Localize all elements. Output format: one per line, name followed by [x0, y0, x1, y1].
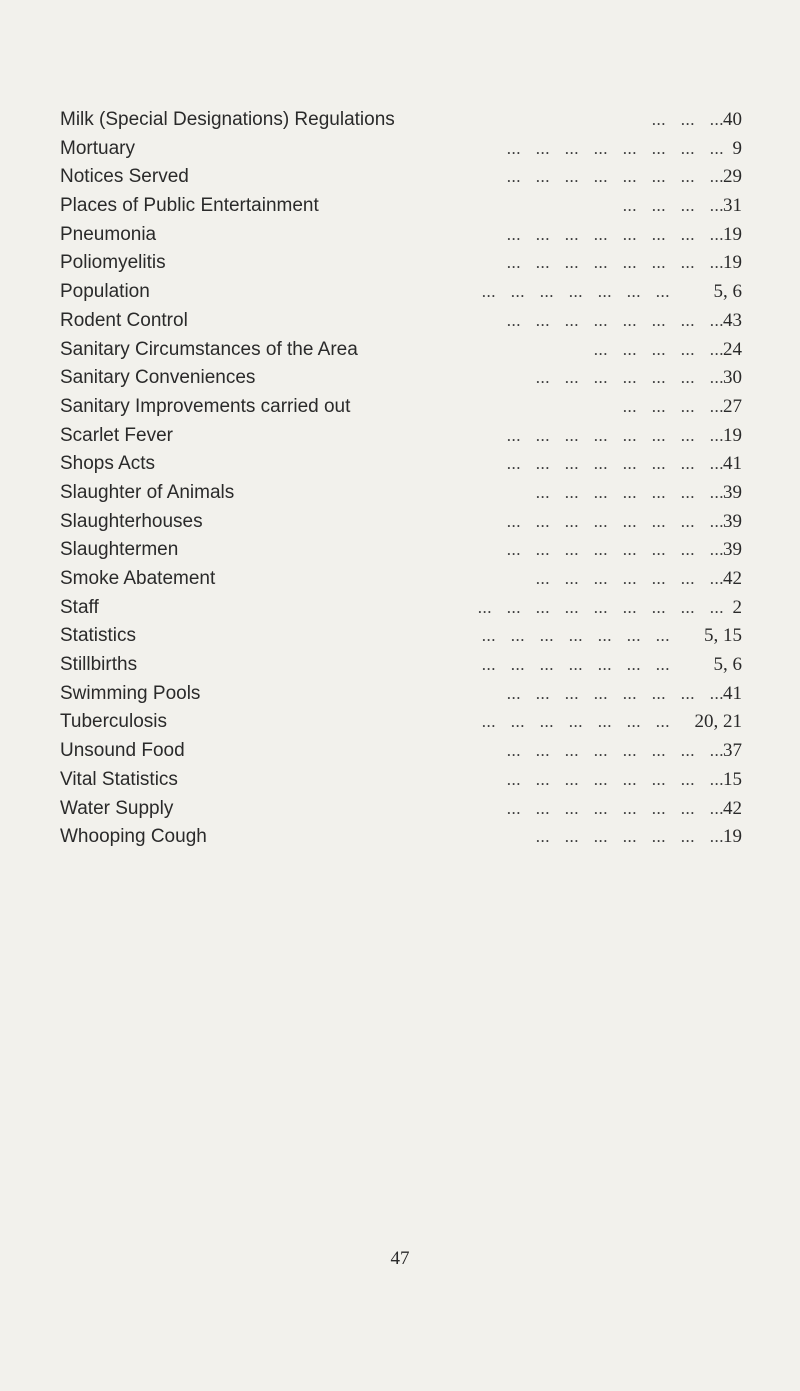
entry-leader-dots: ... ... ... ... ... ... ...: [481, 712, 670, 732]
entry-leader-dots: ... ... ... ... ... ... ...: [481, 282, 670, 302]
index-entry-staff: [60, 594, 742, 623]
index-entry-slaughtermen: [60, 536, 742, 565]
entry-leader-dots: ... ... ... ... ... ... ... ...: [506, 454, 724, 474]
entry-term: Population: [60, 281, 150, 303]
entry-term: Milk (Special Designations) Regulations: [60, 109, 395, 130]
entry-leader-dots: ... ... ... ... ... ... ...: [481, 626, 670, 646]
entry-page-number: 39: [723, 510, 742, 532]
entry-term: Unsound Food: [60, 740, 185, 762]
entry-term: Staff: [60, 596, 99, 618]
index-entry-slaughterhouses: [60, 508, 742, 537]
entry-term: Pneumonia: [60, 223, 157, 245]
entry-page-number: 5, 15: [704, 625, 742, 647]
entry-leader-dots: ... ... ... ... ... ... ...: [535, 368, 724, 388]
entry-page-number: 27: [723, 395, 742, 417]
entry-term: Smoke Abatement: [60, 568, 216, 589]
entry-term: Shops Acts: [60, 453, 156, 475]
index-entry-whooping-cough: [60, 823, 742, 852]
entry-leader-dots: ... ... ... ... ... ... ... ...: [506, 167, 724, 187]
index-entry-rodent-control: [60, 307, 742, 336]
entry-leader-dots: ... ... ... ...: [622, 396, 724, 416]
entry-leader-dots: ... ... ... ... ... ... ... ...: [506, 310, 724, 330]
entry-term: Vital Statistics: [60, 768, 178, 790]
entry-page-number: 37: [723, 740, 742, 762]
entry-term: Sanitary Circumstances of the Area: [60, 338, 358, 360]
entry-leader-dots: ... ... ... ... ... ... ... ...: [506, 741, 724, 761]
entry-leader-dots: ... ... ... ... ... ... ... ...: [506, 138, 724, 158]
entry-term: Slaughtermen: [60, 539, 179, 561]
entry-page-number: 41: [723, 453, 742, 475]
entry-term: Sanitary Improvements carried out: [60, 395, 351, 417]
entry-term: Slaughter of Animals: [60, 481, 235, 503]
index-entry-notices-served: [60, 163, 742, 192]
entry-term: Slaughterhouses: [60, 510, 203, 532]
index-entry-population: [60, 278, 742, 307]
index-entry-mortuary: [60, 135, 742, 164]
entry-page-number: 5, 6: [713, 281, 742, 303]
entry-page-number: 24: [723, 338, 742, 360]
entry-page-number: 41: [723, 682, 742, 704]
entry-page-number: 19: [723, 826, 742, 848]
index-entry-milk-regulations: [60, 106, 742, 135]
entry-term: Stillbirths: [60, 654, 138, 676]
index-entry-sanitary-conveniences: [60, 364, 742, 393]
entry-term: Swimming Pools: [60, 682, 201, 704]
entry-page-number: 31: [723, 195, 742, 217]
index-entry-sanitary-circumstances: [60, 336, 742, 365]
index-entry-unsound-food: [60, 737, 742, 766]
index-entry-poliomyelitis: [60, 249, 742, 278]
entry-term: Sanitary Conveniences: [60, 367, 256, 389]
entry-leader-dots: ... ... ... ... ... ... ... ...: [506, 224, 724, 244]
index-entry-statistics: [60, 622, 742, 651]
entry-term: Notices Served: [60, 166, 189, 188]
entry-page-number: 9: [732, 137, 742, 159]
entry-page-number: 42: [723, 797, 742, 819]
entry-term: Poliomyelitis: [60, 252, 166, 274]
index-entry-places-of-public-entertainment: [60, 192, 742, 221]
entry-leader-dots: ... ... ... ... ... ... ... ... ...: [477, 597, 724, 617]
page-number: 47: [390, 1248, 410, 1269]
entry-term: Places of Public Entertainment: [60, 195, 319, 217]
entry-term: Mortuary: [60, 137, 135, 159]
entry-leader-dots: ... ... ... ... ...: [593, 339, 724, 359]
index-entry-smoke-abatement: [60, 565, 742, 594]
entry-page-number: 29: [723, 166, 742, 188]
entry-leader-dots: ... ... ... ...: [622, 196, 724, 216]
index-entry-scarlet-fever: [60, 422, 742, 451]
entry-term: Statistics: [60, 625, 137, 647]
entry-page-number: 39: [723, 539, 742, 561]
entry-page-number: 20, 21: [694, 711, 742, 733]
entry-page-number: 5, 6: [713, 654, 742, 676]
entry-leader-dots: ... ... ... ... ... ... ... ...: [506, 511, 724, 531]
entry-term: Whooping Cough: [60, 826, 207, 848]
index-entry-swimming-pools: [60, 680, 742, 709]
entry-page-number: 19: [723, 252, 742, 274]
index-entry-vital-statistics: [60, 766, 742, 795]
index-entry-shops-acts: [60, 450, 742, 479]
entry-page-number: 30: [723, 367, 742, 389]
entry-leader-dots: ... ... ... ... ... ... ...: [535, 569, 724, 588]
entry-page-number: 42: [723, 568, 742, 589]
index-entry-stillbirths: [60, 651, 742, 680]
entry-leader-dots: ... ... ... ... ... ... ... ...: [506, 798, 724, 818]
index-list: [60, 106, 742, 852]
entry-term: Tuberculosis: [60, 711, 168, 733]
entry-term: Scarlet Fever: [60, 424, 173, 446]
entry-page-number: 19: [723, 223, 742, 245]
entry-page-number: 39: [723, 481, 742, 503]
entry-leader-dots: ... ... ... ... ... ... ... ...: [506, 425, 724, 445]
index-entry-pneumonia: [60, 221, 742, 250]
entry-page-number: 2: [732, 596, 742, 618]
index-entry-sanitary-improvements: [60, 393, 742, 422]
entry-leader-dots: ... ... ... ... ... ... ...: [535, 482, 724, 502]
entry-page-number: 43: [723, 309, 742, 331]
entry-leader-dots: ... ... ... ... ... ... ... ...: [506, 253, 724, 273]
index-entry-tuberculosis: [60, 708, 742, 737]
entry-leader-dots: ... ... ... ... ... ... ... ...: [506, 683, 724, 703]
entry-leader-dots: ... ... ...: [651, 110, 724, 129]
entry-page-number: 40: [723, 109, 742, 130]
index-entry-slaughter-of-animals: [60, 479, 742, 508]
entry-page-number: 19: [723, 424, 742, 446]
entry-page-number: 15: [723, 768, 742, 790]
entry-term: Water Supply: [60, 797, 174, 819]
entry-leader-dots: ... ... ... ... ... ... ...: [535, 827, 724, 847]
entry-leader-dots: ... ... ... ... ... ... ...: [481, 655, 670, 675]
entry-leader-dots: ... ... ... ... ... ... ... ...: [506, 769, 724, 789]
entry-term: Rodent Control: [60, 309, 188, 331]
index-entry-water-supply: [60, 795, 742, 824]
entry-leader-dots: ... ... ... ... ... ... ... ...: [506, 540, 724, 560]
